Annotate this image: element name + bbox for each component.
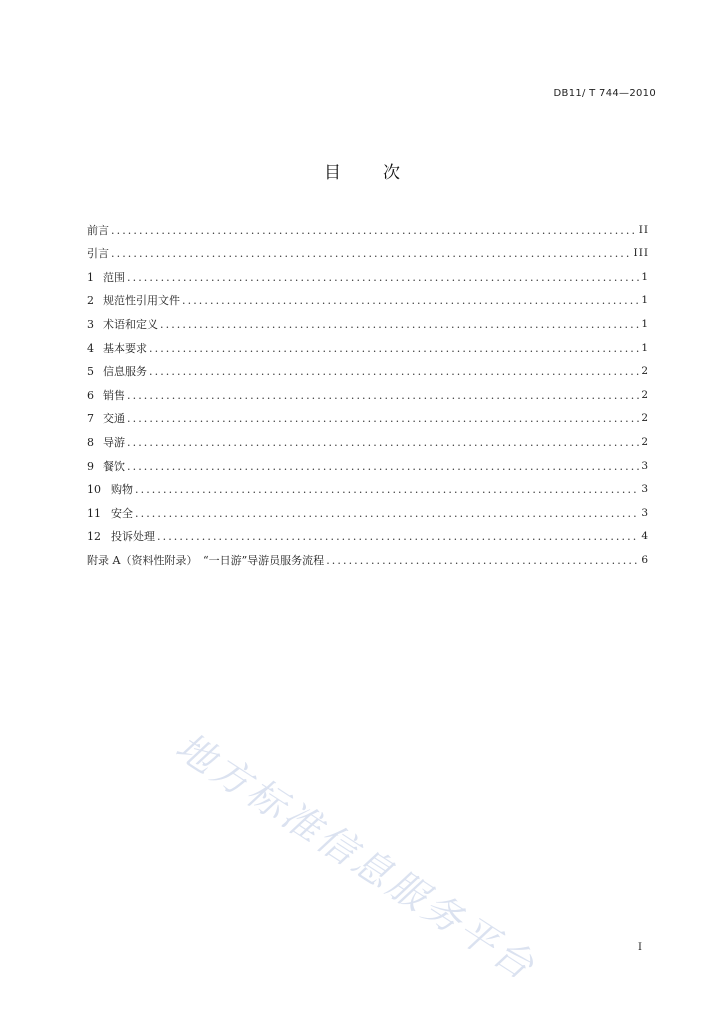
toc-entry-page: 3 [641, 459, 649, 472]
toc-entry-text: 交通 [103, 412, 125, 426]
toc-entry-page: 2 [641, 435, 649, 448]
toc-leader-dots [135, 482, 639, 497]
toc-entry-number: 5 [87, 365, 94, 379]
toc-entry-7[interactable] [87, 403, 649, 427]
toc-entry-number: 12 [87, 530, 101, 544]
toc-leader-dots [149, 364, 639, 379]
toc-entry-introduction[interactable] [87, 238, 649, 262]
toc-entry-text: 购物 [111, 483, 133, 497]
page-number: I [638, 942, 642, 953]
toc-entry-text: 销售 [103, 388, 125, 402]
toc-leader-dots [111, 223, 637, 238]
toc-leader-dots [157, 529, 639, 544]
toc-entry-page: 3 [641, 506, 649, 519]
title-char-right: 次 [383, 163, 400, 183]
toc-entry-label [87, 459, 125, 474]
toc-entry-page: 1 [641, 317, 649, 330]
toc-entry-foreword[interactable] [87, 214, 649, 238]
toc-entry-number: 8 [87, 435, 94, 449]
toc-entry-text: 术语和定义 [103, 317, 158, 331]
toc-entry-1[interactable] [87, 261, 649, 285]
toc-entry-label [87, 270, 125, 285]
toc-entry-3[interactable] [87, 308, 649, 332]
toc-entry-number: 7 [87, 412, 94, 426]
toc-entry-label [87, 341, 147, 356]
toc-entry-2[interactable] [87, 285, 649, 309]
toc-entry-text: 信息服务 [103, 365, 147, 379]
watermark: 地方标准信息服务平台 [168, 723, 545, 990]
toc-entry-text: 基本要求 [103, 341, 147, 355]
toc-entry-page: II [638, 223, 649, 236]
toc-entry-label [87, 529, 155, 544]
toc-entry-10[interactable] [87, 474, 649, 498]
toc-leader-dots [127, 388, 639, 403]
toc-entry-number: 4 [87, 341, 94, 355]
toc-entry-text: 范围 [103, 270, 125, 284]
toc-entry-number: 6 [87, 388, 94, 402]
toc-entry-page: 1 [641, 341, 649, 354]
toc-entry-page: 2 [641, 412, 649, 425]
toc-entry-text: 导游 [103, 435, 125, 449]
toc-entry-label [87, 317, 158, 332]
toc-entry-page: 3 [641, 483, 649, 496]
document-code: DB11/ T 744—2010 [553, 88, 656, 99]
toc-entry-5[interactable] [87, 356, 649, 380]
toc-entry-label [87, 506, 133, 521]
toc-leader-dots [135, 506, 639, 521]
toc-entry-page: 6 [641, 553, 649, 566]
toc-entry-6[interactable] [87, 379, 649, 403]
toc-entry-number: 2 [87, 294, 94, 308]
toc-entry-page: III [633, 247, 649, 260]
toc-entry-text: 规范性引用文件 [103, 294, 180, 308]
toc-entry-4[interactable] [87, 332, 649, 356]
toc-leader-dots [149, 341, 639, 356]
toc-leader-dots [326, 553, 639, 568]
toc-entry-appendix-a[interactable] [87, 544, 649, 568]
toc-entry-number: 9 [87, 459, 94, 473]
toc-entry-label [87, 293, 180, 308]
toc-entry-page: 2 [641, 365, 649, 378]
toc-entry-label [87, 388, 125, 403]
toc-entry-number: 10 [87, 483, 101, 497]
toc-entry-label: 附录 A（资料性附录） “一日游”导游员服务流程 [87, 553, 325, 567]
toc-entry-number: 3 [87, 317, 94, 331]
toc-entry-page: 1 [641, 294, 649, 307]
title-char-left: 目 [324, 163, 341, 183]
toc-leader-dots [182, 293, 639, 308]
toc-entry-11[interactable] [87, 497, 649, 521]
toc-entry-label: 引言 [87, 247, 109, 261]
toc-entry-number: 1 [87, 270, 94, 284]
toc-leader-dots [160, 317, 639, 332]
toc-entry-page: 4 [641, 530, 649, 543]
toc-entry-9[interactable] [87, 450, 649, 474]
toc-entry-page: 1 [641, 270, 649, 283]
toc-entry-page: 2 [641, 388, 649, 401]
toc-leader-dots [127, 459, 639, 474]
toc-leader-dots [127, 270, 639, 285]
toc-entry-text: 安全 [111, 506, 133, 520]
toc-leader-dots [111, 246, 632, 261]
toc-leader-dots [127, 435, 639, 450]
page-title [0, 158, 724, 183]
toc-entry-label [87, 411, 125, 426]
toc-entry-number: 11 [87, 506, 101, 520]
toc-entry-12[interactable] [87, 521, 649, 545]
toc-entry-label [87, 364, 147, 379]
toc-entry-text: 投诉处理 [111, 530, 155, 544]
table-of-contents [87, 214, 649, 568]
toc-entry-8[interactable] [87, 426, 649, 450]
toc-entry-label: 前言 [87, 223, 109, 237]
toc-entry-label [87, 435, 125, 450]
toc-leader-dots [127, 411, 639, 426]
toc-entry-label [87, 482, 133, 497]
toc-entry-text: 餐饮 [103, 459, 125, 473]
